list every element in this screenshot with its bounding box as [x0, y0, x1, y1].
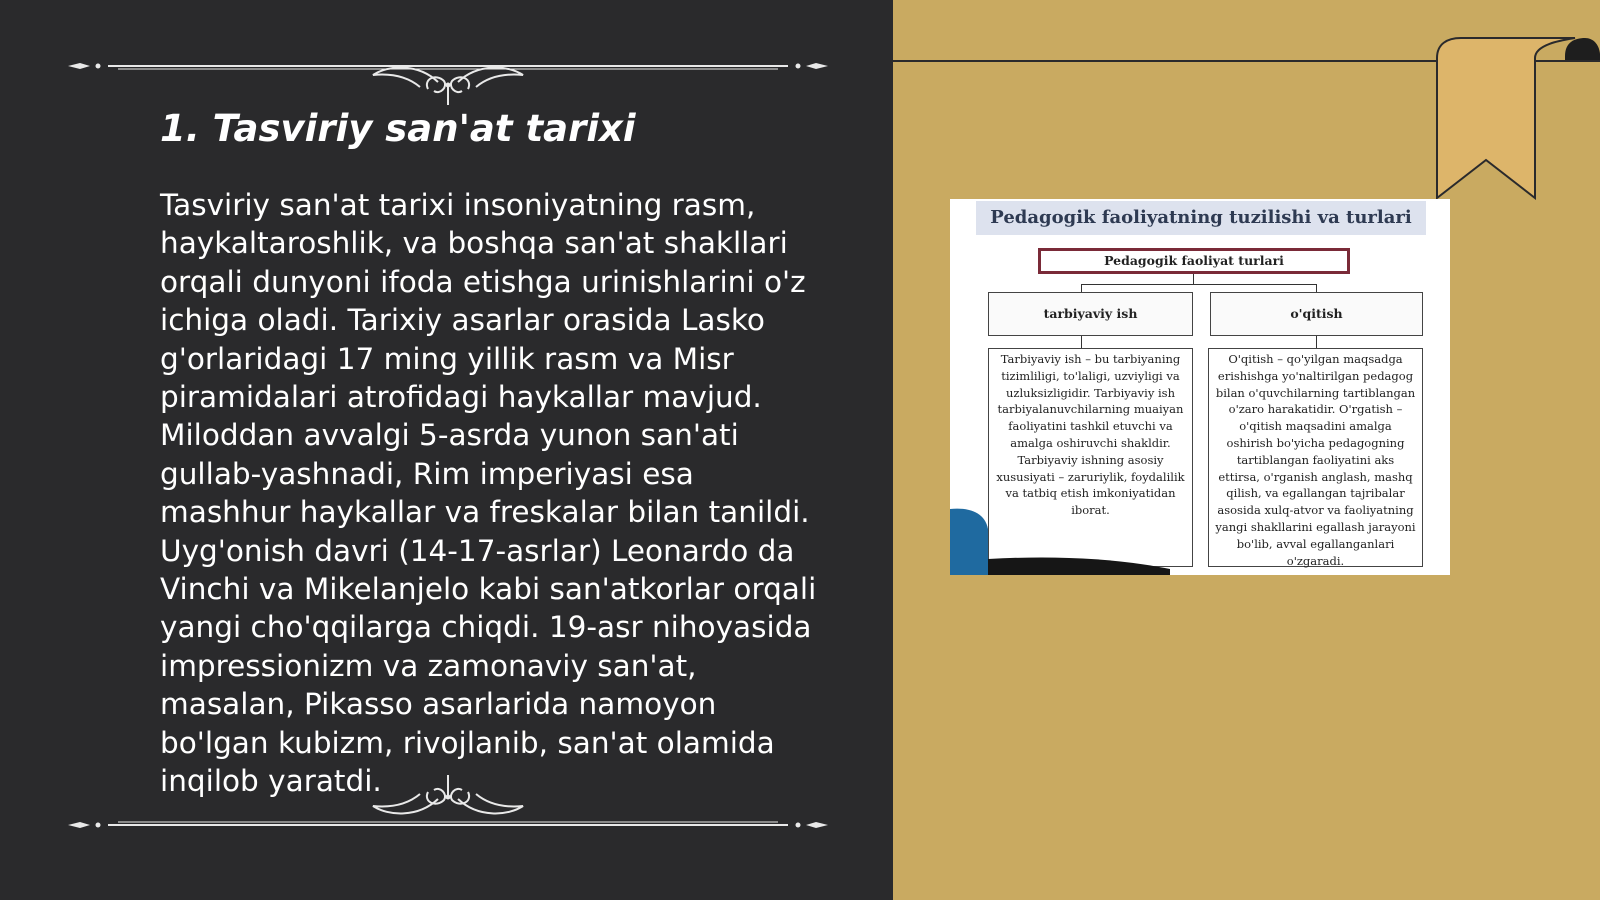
slide-title: 1. Tasviriy san'at tarixi — [160, 107, 636, 150]
diagram-header — [976, 201, 1426, 235]
diagram-connector — [1081, 284, 1316, 285]
body-text: Tasviriy san'at tarixi insoniyatning rasm, haykaltaroshlik, va boshqa san'at shakllari orqali dunyoni ifoda etishga urinishlarini o'z ichiga oladi. Tarixiy asarlar orasida Lasko g'orlaridagi 17 ming yillik rasm va Misr piramidalari atrofidagi haykallar mavjud. Miloddan avvalgi 5-asrda yunon san'ati gullab-yashnadi, Rim imperiyasi esa mashhur haykallar va freskalar bilan tanildi. Uyg'onish davri (14-17-asrlar) Leonardo da Vinchi va Mikelanjelo kabi san'atkorlar orqali yangi cho'qqilarga chiqdi. 19-asr nihoyasida impressionizm va zamonaviy san'at, masalan, Pikasso asarlarida namoyon bo'lgan kubizm, rivojlanib, san'at olamida inqilob yaratdi. — [160, 188, 817, 799]
diagram-connector — [1081, 284, 1082, 292]
diagram-box-oqitish: o'qitish — [1210, 292, 1423, 336]
flourish-divider-icon — [68, 775, 828, 835]
diagram-description-oqitish: O'qitish – qo'yilgan maqsadga erishishga yo'naltirilgan pedagog bilan o'quvchilarning tartiblangan o'zaro harakatidir. O'rgatish – o'qitish maqsadini amalga oshirish bo'yicha pedagogning tartiblangan faoliyatini aks ettirsa, o'rganish anglash, mashq qilish, va egallangan tajribalar asosida xulq-atvor va faoliyatning yangi shakllarini egallash jarayoni bo'lib, avval egallanganlari o'zgaradi. — [1208, 348, 1423, 567]
diagram-root-box — [1038, 248, 1350, 274]
diagram-connector — [1316, 284, 1317, 292]
diagram-image — [950, 199, 1450, 575]
diagram-title: Pedagogik faoliyatning tuzilishi va turlari — [990, 207, 1412, 228]
diagram-connector — [1193, 274, 1194, 284]
bookmark-ribbon-icon — [1435, 34, 1600, 200]
diagram-connector — [1081, 336, 1082, 348]
diagram-root-label: Pedagogik faoliyat turlari — [1104, 253, 1284, 268]
corner-swoosh-decoration — [950, 499, 1210, 575]
diagram-box-tarbiyaviy: tarbiyaviy ish — [988, 292, 1193, 336]
flourish-divider-icon — [68, 45, 828, 105]
diagram-connector — [1316, 336, 1317, 348]
diagram-description-tarbiyaviy: Tarbiyaviy ish – bu tarbiyaning tizimliligi, to'laligi, uzviyligi va uzluksizligidir. Tarbiyaviy ish tarbiyalanuvchilarning muaiyan faoliyatini tashkil etuvchi va amalga oshiruvchi shakldir. Tarbiyaviy ishning asosiy xususiyati – zaruriylik, foydalilik va tatbiq etish imkoniyatidan iborat. — [988, 348, 1193, 567]
